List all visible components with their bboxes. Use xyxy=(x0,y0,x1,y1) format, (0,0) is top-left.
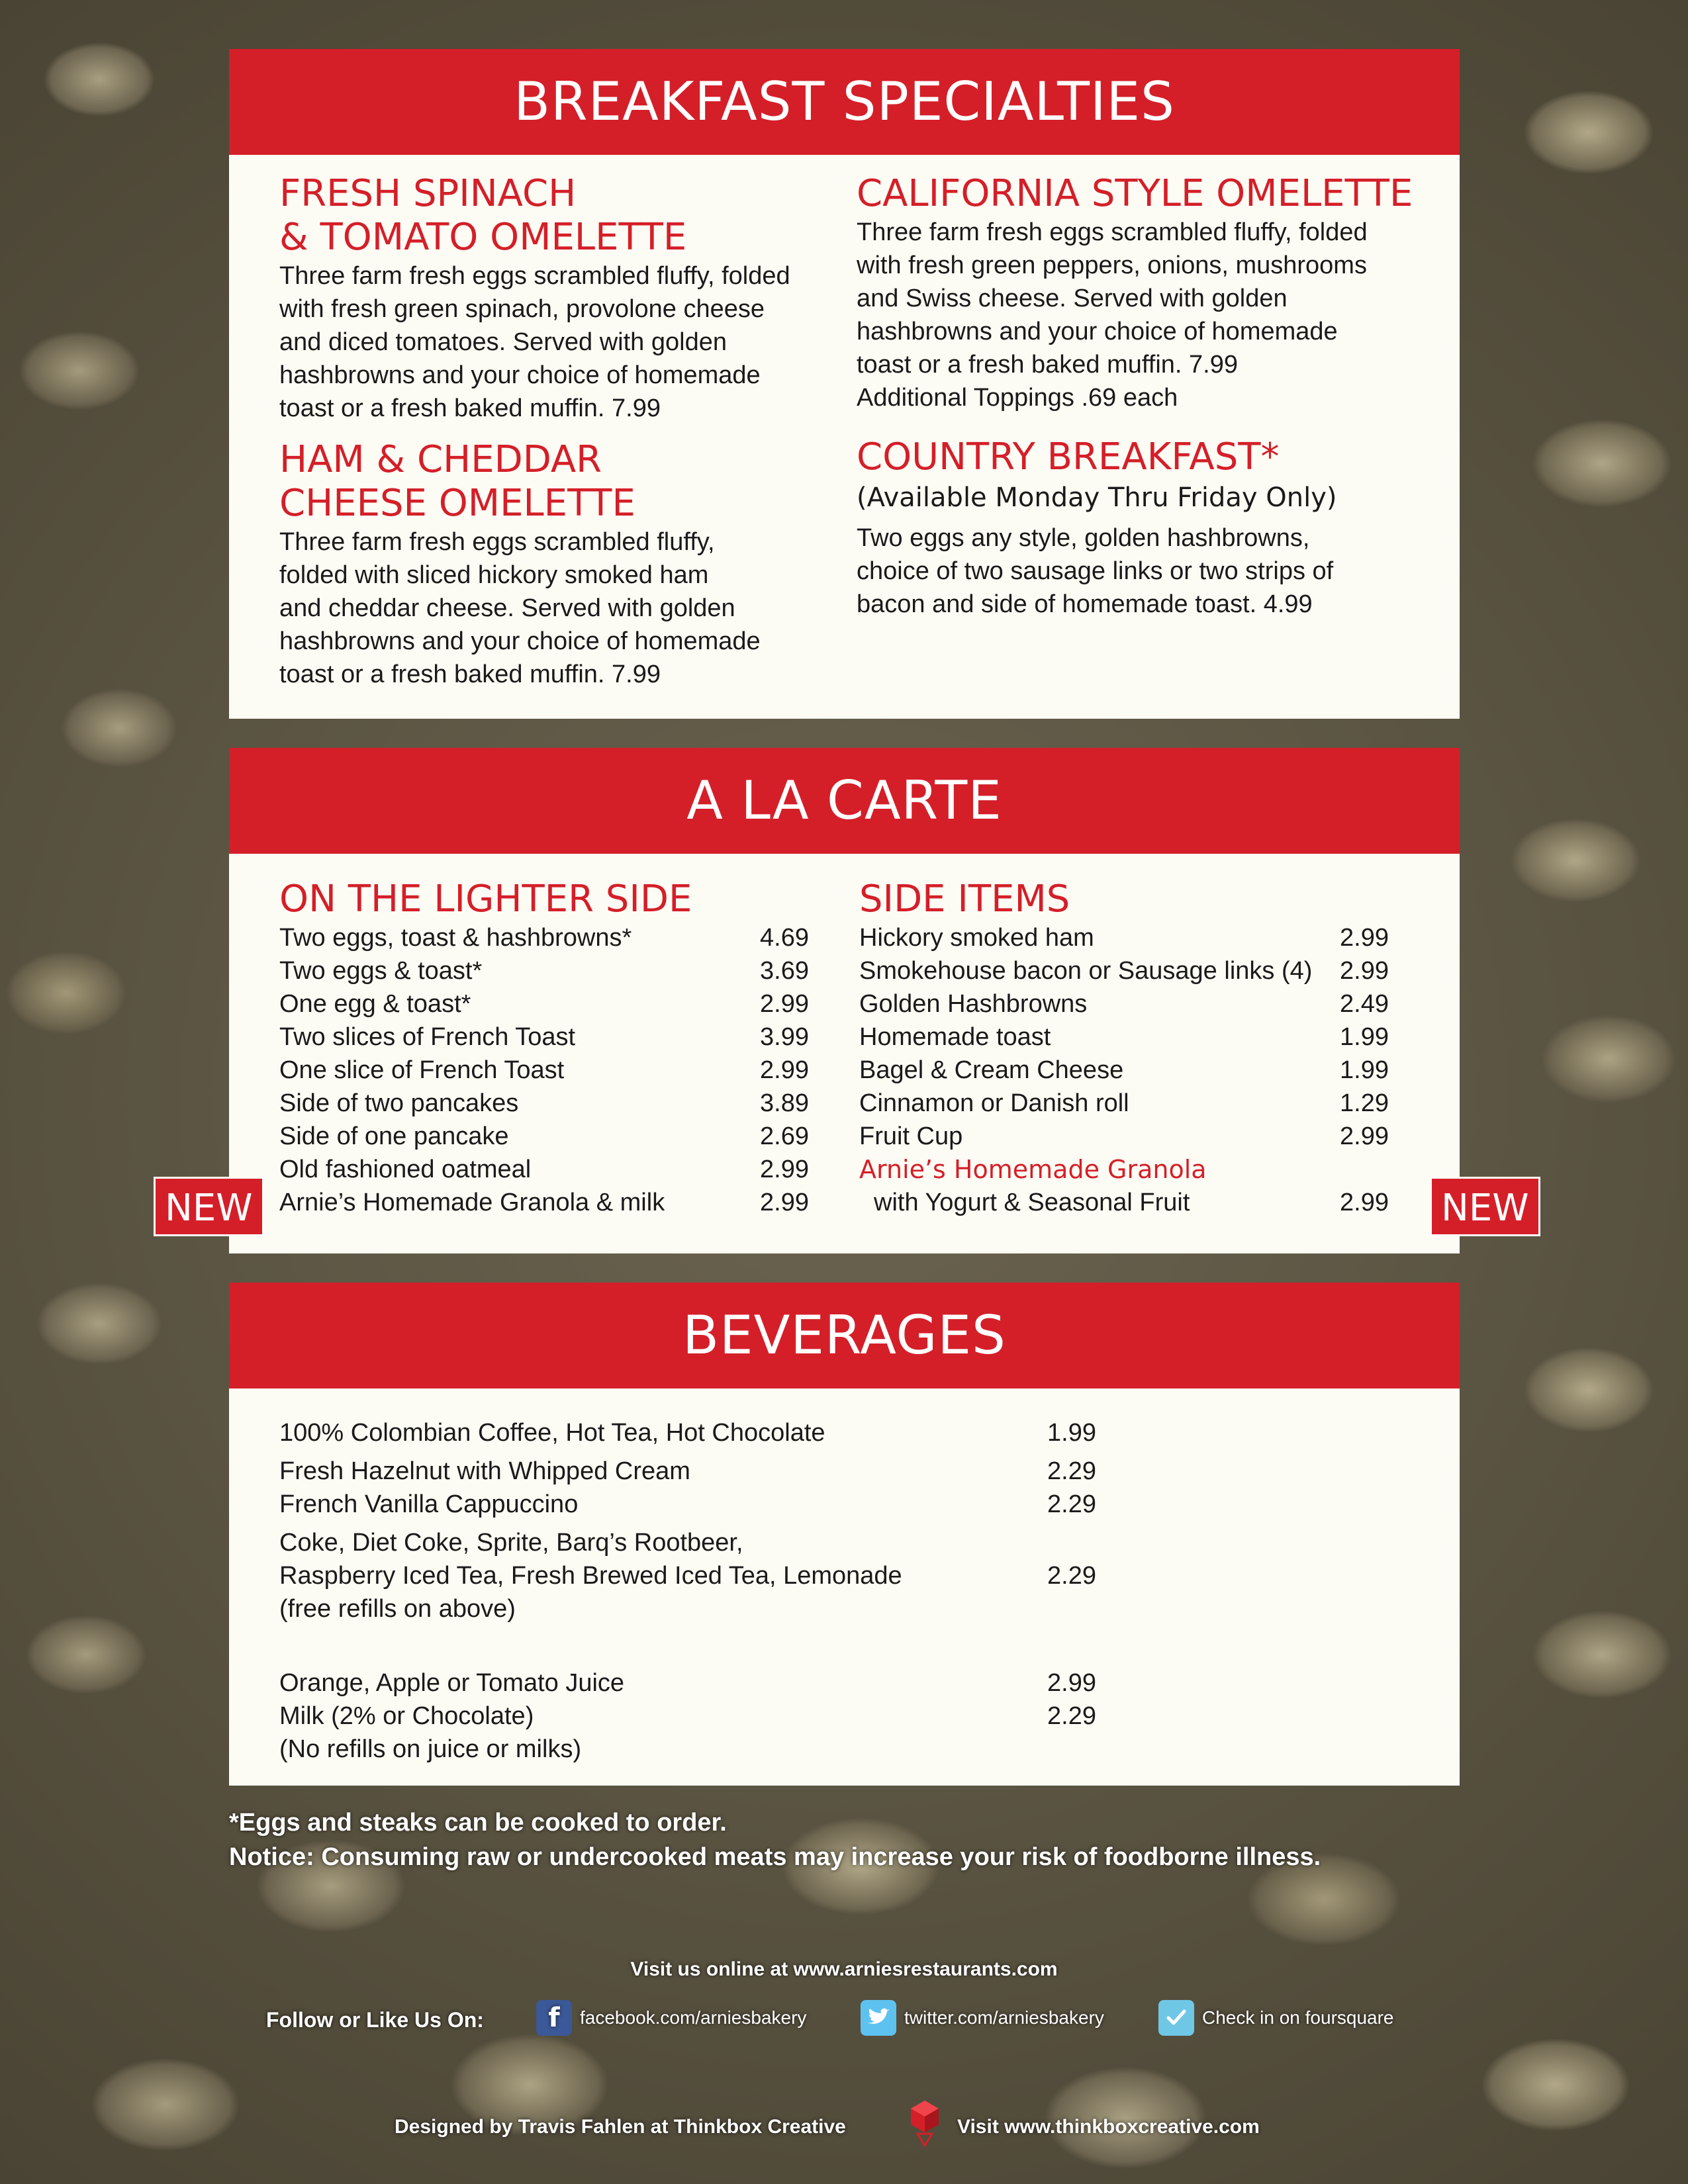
item-description xyxy=(279,525,829,691)
desc-line: with fresh green spinach, provolone cheese xyxy=(279,295,765,323)
menu-row xyxy=(859,1021,1389,1054)
item-name: Homemade toast xyxy=(859,1023,1051,1051)
food-safety-notice xyxy=(229,1805,1321,1874)
thinkbox-logo-icon xyxy=(908,2098,941,2151)
desc-line: with fresh green peppers, onions, mushrooms xyxy=(857,251,1367,279)
thinkbox-link[interactable]: Visit www.thinkboxcreative.com xyxy=(957,2116,1260,2138)
item-price: 2.99 xyxy=(760,1156,809,1183)
menu-row xyxy=(279,1186,809,1219)
item-name: Side of two pancakes xyxy=(279,1089,519,1117)
menu-row xyxy=(279,954,809,987)
a-la-carte-panel xyxy=(229,748,1460,1253)
desc-line: toast or a fresh baked muffin. 7.99 xyxy=(857,351,1238,379)
notice-line: *Eggs and steaks can be cooked to order. xyxy=(229,1809,727,1837)
a-la-carte-header: A LA CARTE xyxy=(229,748,1460,854)
desc-line: Three farm fresh eggs scrambled fluffy, folded xyxy=(279,262,790,290)
breakfast-header: BREAKFAST SPECIALTIES xyxy=(229,49,1460,155)
item-price: 2.99 xyxy=(1340,1189,1389,1216)
menu-row xyxy=(279,921,809,954)
beverage-row xyxy=(279,1455,1140,1488)
item-name: Hickory smoked ham xyxy=(859,924,1094,952)
beverage-row xyxy=(279,1488,1140,1521)
menu-row xyxy=(859,921,1389,954)
desc-line: toast or a fresh baked muffin. 7.99 xyxy=(279,394,661,422)
beverage-line: (No refills on juice or milks) xyxy=(279,1735,582,1763)
beverage-name xyxy=(279,1455,1041,1488)
item-title: & TOMATO OMELETTE xyxy=(279,216,687,259)
beverage-line: French Vanilla Cappuccino xyxy=(279,1490,579,1518)
desc-line: choice of two sausage links or two strips of xyxy=(857,557,1334,585)
beverage-row xyxy=(279,1700,1140,1766)
item-price: 3.99 xyxy=(760,1023,809,1051)
desc-line: and diced tomatoes. Served with golden xyxy=(279,328,727,356)
desc-line: Three farm fresh eggs scrambled fluffy, folded xyxy=(857,218,1368,246)
beverage-line: Fresh Hazelnut with Whipped Cream xyxy=(279,1457,690,1485)
item-name: Old fashioned oatmeal xyxy=(279,1156,532,1183)
spinach-omelette-item xyxy=(279,172,829,425)
beverage-line: (free refills on above) xyxy=(279,1595,516,1623)
facebook-text: facebook.com/arniesbakery xyxy=(580,2007,807,2028)
beverage-name xyxy=(279,1488,1041,1521)
menu-row xyxy=(279,1054,809,1087)
item-price: 4.69 xyxy=(760,924,809,952)
item-price: 1.29 xyxy=(1340,1089,1389,1117)
item-title: CHEESE OMELETTE xyxy=(279,482,635,525)
granola-title: Arnie’s Homemade Granola xyxy=(859,1155,1207,1184)
beverage-price: 2.99 xyxy=(1047,1669,1096,1697)
item-description xyxy=(857,216,1439,414)
item-name: Two eggs & toast* xyxy=(279,957,483,985)
facebook-link[interactable] xyxy=(536,2000,806,2036)
desc-line: folded with sliced hickory smoked ham xyxy=(279,561,709,589)
desc-line: Three farm fresh eggs scrambled fluffy, xyxy=(279,528,715,556)
twitter-link[interactable] xyxy=(861,2000,1104,2036)
beverage-price: 1.99 xyxy=(1047,1419,1096,1447)
item-price: 2.69 xyxy=(760,1122,809,1150)
desc-line: hashbrowns and your choice of homemade xyxy=(279,361,761,389)
foursquare-icon xyxy=(1158,2000,1194,2036)
item-price: 2.99 xyxy=(760,1056,809,1084)
notice-line: Notice: Consuming raw or undercooked meats may increase your risk of foodborne illness. xyxy=(229,1843,1321,1871)
item-name: Golden Hashbrowns xyxy=(859,990,1088,1018)
item-price: 1.99 xyxy=(1340,1023,1389,1051)
beverage-name xyxy=(279,1700,1041,1766)
item-name: Cinnamon or Danish roll xyxy=(859,1089,1129,1117)
website-link[interactable]: Visit us online at www.arniesrestaurants.com xyxy=(630,1958,1058,1980)
desc-line: hashbrowns and your choice of homemade xyxy=(279,627,761,655)
beverage-price: 2.29 xyxy=(1047,1562,1096,1590)
desc-line: and cheddar cheese. Served with golden xyxy=(279,594,735,622)
beverage-name xyxy=(279,1416,1041,1449)
menu-row xyxy=(279,1021,809,1054)
side-items-title: SIDE ITEMS xyxy=(859,878,1070,921)
menu-row xyxy=(859,954,1389,987)
desc-line: Two eggs any style, golden hashbrowns, xyxy=(857,524,1310,552)
beverage-line: 100% Colombian Coffee, Hot Tea, Hot Chocolate xyxy=(279,1419,825,1447)
foursquare-text: Check in on foursquare xyxy=(1202,2007,1394,2028)
item-name: Fruit Cup xyxy=(859,1122,963,1150)
menu-row xyxy=(279,987,809,1021)
breakfast-specialties-panel xyxy=(229,49,1460,719)
beverages-panel xyxy=(229,1283,1460,1786)
availability-note: (Available Monday Thru Friday Only) xyxy=(857,482,1337,513)
item-title: HAM & CHEDDAR xyxy=(279,438,602,481)
item-price: 2.99 xyxy=(1340,924,1389,952)
beverage-row xyxy=(279,1526,1140,1625)
item-title: FRESH SPINACH xyxy=(279,172,577,215)
item-name: One slice of French Toast xyxy=(279,1056,565,1084)
menu-row xyxy=(859,1054,1389,1087)
item-description xyxy=(857,522,1439,621)
lighter-side-title: ON THE LIGHTER SIDE xyxy=(279,878,692,921)
desc-line: Additional Toppings .69 each xyxy=(857,384,1178,412)
item-title: CALIFORNIA STYLE OMELETTE xyxy=(857,172,1413,215)
ham-cheddar-omelette-item xyxy=(279,438,829,691)
beverage-price: 2.29 xyxy=(1047,1457,1096,1485)
beverage-line: Coke, Diet Coke, Sprite, Barq’s Rootbeer, xyxy=(279,1529,743,1557)
beverage-line: Milk (2% or Chocolate) xyxy=(279,1702,534,1730)
item-price: 2.49 xyxy=(1340,990,1389,1018)
item-price: 2.99 xyxy=(1340,1122,1389,1150)
beverage-row xyxy=(279,1416,1140,1449)
new-badge-right: NEW xyxy=(1430,1177,1540,1236)
item-name: Side of one pancake xyxy=(279,1122,509,1150)
menu-row xyxy=(859,987,1389,1021)
desc-line: hashbrowns and your choice of homemade xyxy=(857,318,1338,345)
item-price: 2.99 xyxy=(760,1189,809,1216)
item-name: Two eggs, toast & hashbrowns* xyxy=(279,924,632,952)
item-price: 3.69 xyxy=(760,957,809,985)
beverage-line: Raspberry Iced Tea, Fresh Brewed Iced Tea, Lemonade xyxy=(279,1562,902,1590)
beverages-header: BEVERAGES xyxy=(229,1283,1460,1388)
beverage-name xyxy=(279,1666,1041,1700)
item-title: COUNTRY BREAKFAST* xyxy=(857,435,1280,478)
california-omelette-item xyxy=(857,172,1439,414)
beverage-line: Orange, Apple or Tomato Juice xyxy=(279,1669,625,1697)
item-price: 2.99 xyxy=(1340,957,1389,985)
item-description xyxy=(279,259,829,425)
menu-row xyxy=(859,1186,1389,1219)
foursquare-link[interactable] xyxy=(1158,2000,1394,2036)
follow-label: Follow or Like Us On: xyxy=(266,2008,484,2032)
item-name: One egg & toast* xyxy=(279,990,471,1018)
menu-row xyxy=(859,1120,1389,1153)
item-price: 2.99 xyxy=(760,990,809,1018)
beverage-row xyxy=(279,1666,1140,1700)
desc-line: and Swiss cheese. Served with golden xyxy=(857,285,1288,312)
twitter-icon xyxy=(861,2000,896,2036)
item-name: Bagel & Cream Cheese xyxy=(859,1056,1124,1084)
facebook-icon: f xyxy=(536,2000,572,2036)
twitter-text: twitter.com/arniesbakery xyxy=(904,2007,1104,2028)
beverage-price: 2.29 xyxy=(1047,1490,1096,1518)
beverage-price: 2.29 xyxy=(1047,1702,1096,1730)
item-name: Smokehouse bacon or Sausage links (4) xyxy=(859,957,1313,985)
menu-row xyxy=(279,1153,809,1186)
item-name: Arnie’s Homemade Granola & milk xyxy=(279,1189,665,1216)
item-price: 1.99 xyxy=(1340,1056,1389,1084)
new-badge-left: NEW xyxy=(154,1177,264,1236)
designer-credit: Designed by Travis Fahlen at Thinkbox Creative xyxy=(395,2116,846,2138)
country-breakfast-item xyxy=(857,435,1439,621)
item-name: with Yogurt & Seasonal Fruit xyxy=(874,1189,1190,1216)
side-items-column xyxy=(859,878,1389,1219)
menu-row xyxy=(859,1087,1389,1120)
desc-line: toast or a fresh baked muffin. 7.99 xyxy=(279,660,661,688)
lighter-side-column xyxy=(279,878,809,1219)
beverage-name xyxy=(279,1526,1041,1625)
menu-row xyxy=(279,1087,809,1120)
item-price: 3.89 xyxy=(760,1089,809,1117)
desc-line: bacon and side of homemade toast. 4.99 xyxy=(857,590,1313,618)
menu-row xyxy=(279,1120,809,1153)
item-name: Two slices of French Toast xyxy=(279,1023,576,1051)
